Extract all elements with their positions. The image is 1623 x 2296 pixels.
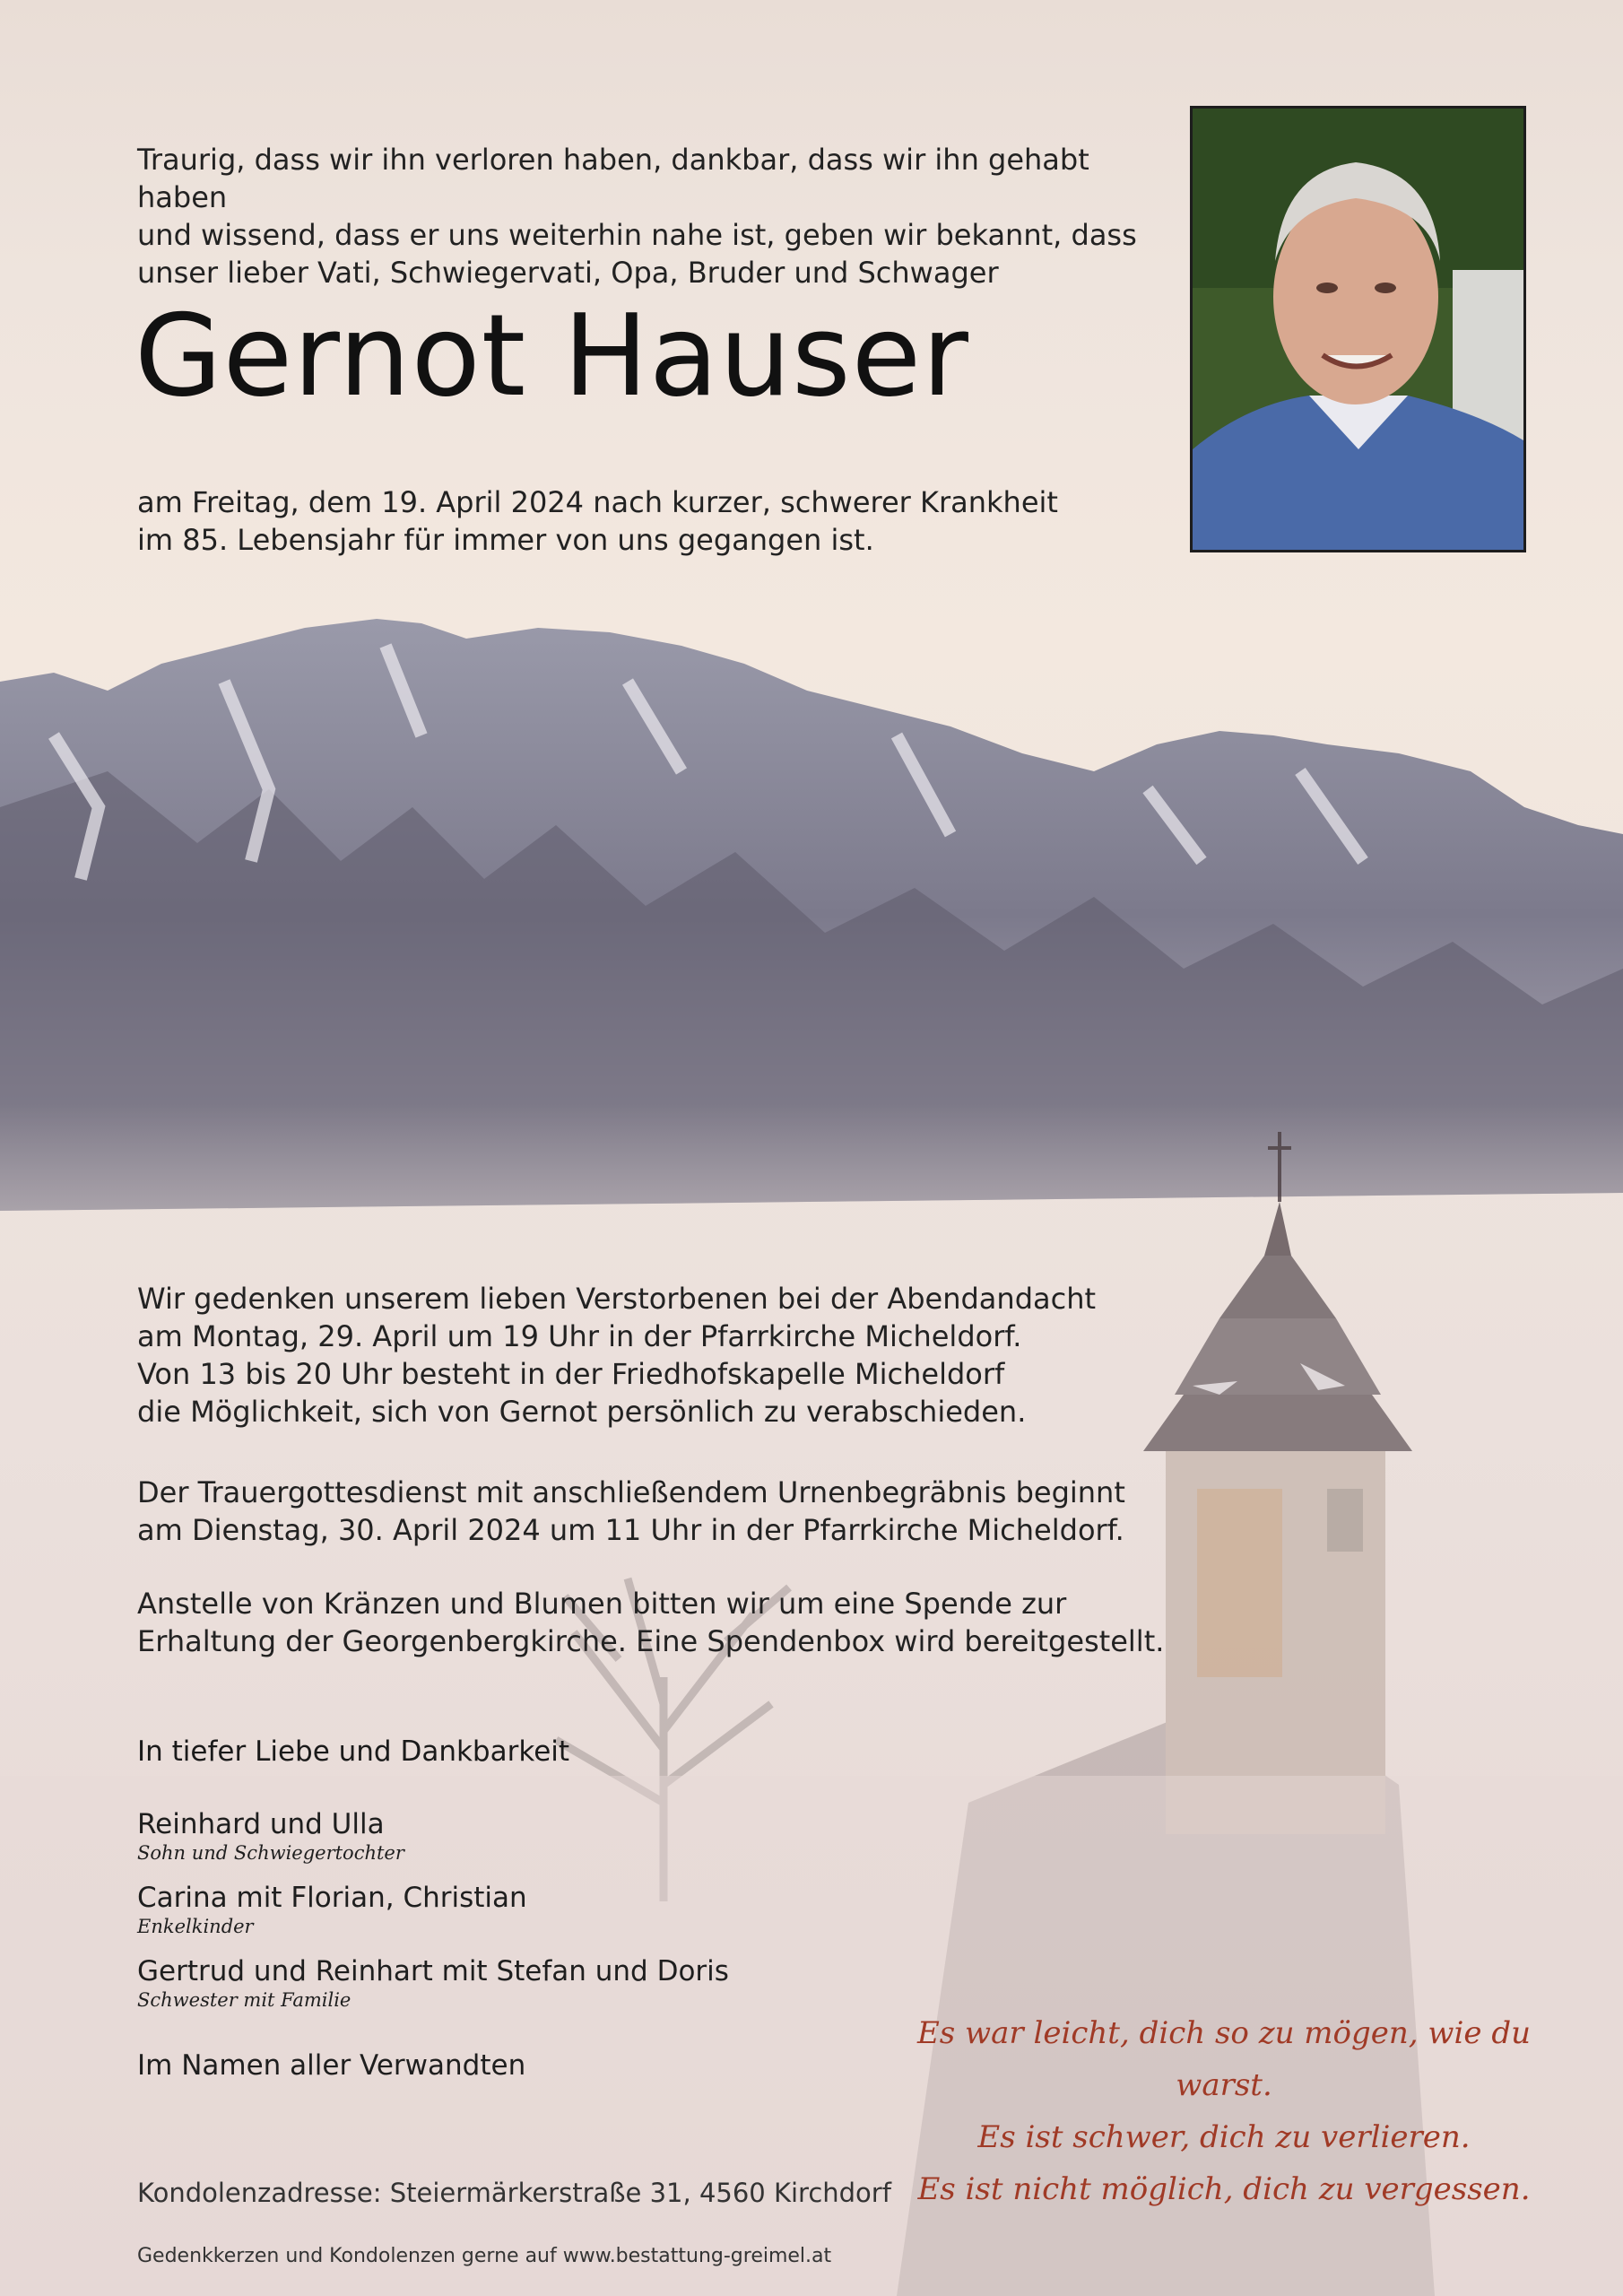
family-entry — [137, 1881, 527, 1938]
condolence-address: Kondolenzadresse: Steiermärkerstraße 31, 4560 Kirchdorf — [137, 2178, 891, 2208]
paragraph-line: Der Trauergottesdienst mit anschließendem Urnenbegräbnis beginnt — [137, 1475, 1125, 1509]
paragraph-line: Von 13 bis 20 Uhr besteht in der Friedhofskapelle Micheldorf — [137, 1357, 1005, 1391]
death-notice — [137, 483, 1168, 559]
family-relation: Sohn und Schwiegertochter — [137, 1842, 404, 1864]
family-name: Carina mit Florian, Christian — [137, 1882, 527, 1914]
paragraph-line: Erhaltung der Georgenbergkirche. Eine Spendenbox wird bereitgestellt. — [137, 1624, 1165, 1658]
quote-line: Es war leicht, dich so zu mögen, wie du warst. — [916, 2015, 1531, 2103]
death-line: am Freitag, dem 19. April 2024 nach kurzer, schwerer Krankheit — [137, 485, 1058, 519]
paragraph-line: am Montag, 29. April um 19 Uhr in der Pfarrkirche Micheldorf. — [137, 1319, 1022, 1353]
intro-line: und wissend, dass er uns weiterhin nahe ist, geben wir bekannt, dass — [137, 218, 1137, 252]
family-relation: Schwester mit Familie — [137, 1989, 352, 2011]
quote-line: Es ist nicht möglich, dich zu vergessen. — [917, 2171, 1531, 2207]
deceased-name: Gernot Hauser — [135, 290, 969, 422]
paragraph-line: Anstelle von Kränzen und Blumen bitten wir um eine Spende zur — [137, 1587, 1067, 1621]
portrait-photo — [1190, 106, 1526, 552]
signoff: In tiefer Liebe und Dankbarkeit — [137, 1735, 570, 1768]
paragraph-line: Wir gedenken unserem lieben Verstorbenen bei der Abendandacht — [137, 1282, 1097, 1316]
relatives-text: Im Namen aller Verwandten — [137, 2049, 526, 2082]
memorial-paragraph — [137, 1280, 1168, 1431]
intro-line: unser lieber Vati, Schwiegervati, Opa, Bruder und Schwager — [137, 256, 999, 290]
family-relation: Enkelkinder — [137, 1916, 254, 1937]
relatives-line — [137, 2048, 525, 2083]
paragraph-line: am Dienstag, 30. April 2024 um 11 Uhr in der Pfarrkirche Micheldorf. — [137, 1513, 1124, 1547]
portrait-image — [1193, 109, 1523, 550]
family-entry — [137, 1807, 404, 1865]
family-name: Gertrud und Reinhart mit Stefan und Doris — [137, 1955, 729, 1987]
funeral-paragraph — [137, 1474, 1168, 1549]
memorial-quote — [883, 2007, 1565, 2215]
quote-line: Es ist schwer, dich zu verlieren. — [977, 2119, 1471, 2155]
family-name: Reinhard und Ulla — [137, 1808, 385, 1840]
death-line: im 85. Lebensjahr für immer von uns gegangen ist. — [137, 523, 874, 557]
intro-text — [137, 141, 1168, 291]
donation-paragraph — [137, 1585, 1168, 1660]
intro-line: Traurig, dass wir ihn verloren haben, dankbar, dass wir ihn gehabt haben — [137, 143, 1089, 214]
website-note: Gedenkkerzen und Kondolenzen gerne auf www.bestattung-greimel.at — [137, 2245, 832, 2267]
family-entry — [137, 1954, 729, 2012]
paragraph-line: die Möglichkeit, sich von Gernot persönlich zu verabschieden. — [137, 1395, 1027, 1429]
